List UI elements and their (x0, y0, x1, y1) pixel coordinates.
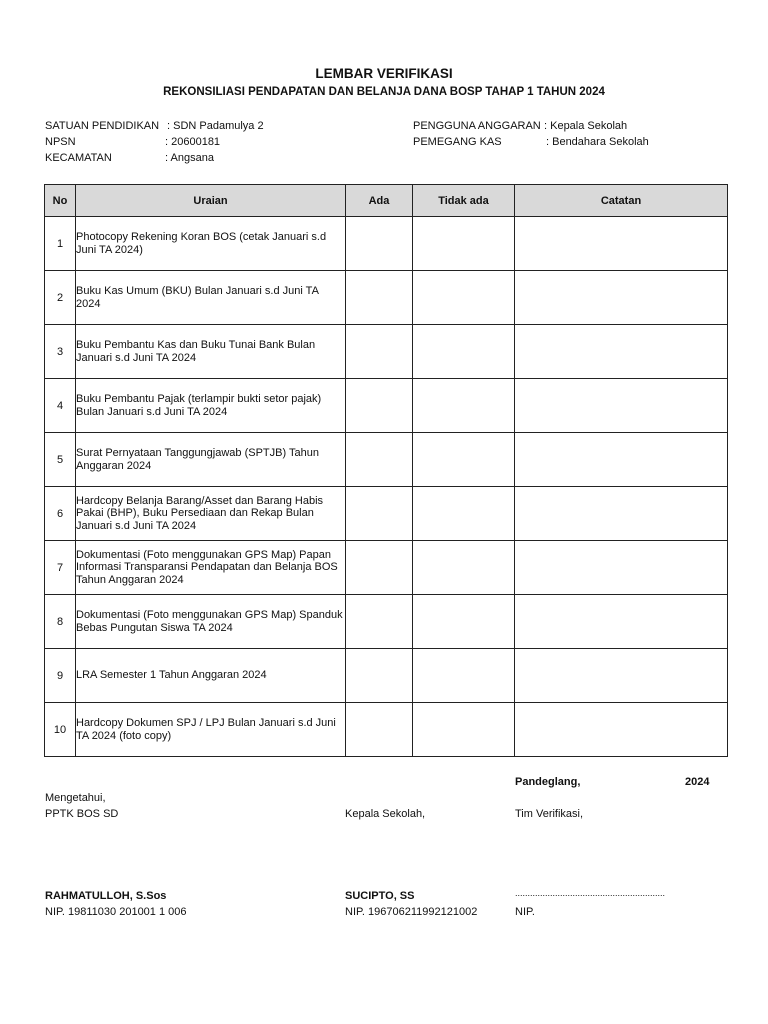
pengguna-value: : Kepala Sekolah (544, 120, 628, 132)
row-ada-cell[interactable] (346, 595, 413, 649)
row-ada-cell[interactable] (346, 649, 413, 703)
row-catatan-cell[interactable] (515, 487, 728, 541)
table-row (45, 541, 728, 595)
header-no: No (45, 185, 76, 217)
year-label: 2024 (685, 776, 710, 788)
table-row (45, 325, 728, 379)
satuan-label: SATUAN PENDIDIKAN (45, 120, 160, 132)
row-catatan-cell[interactable] (515, 541, 728, 595)
row-no: 6 (45, 487, 76, 541)
row-uraian: Photocopy Rekening Koran BOS (cetak Januari s.d Juni TA 2024) (76, 217, 346, 271)
row-no: 2 (45, 271, 76, 325)
row-no: 9 (45, 649, 76, 703)
table-header-row (45, 185, 728, 217)
row-tidak-ada-cell[interactable] (413, 217, 515, 271)
kepsek-role: Kepala Sekolah, (345, 808, 426, 820)
row-ada-cell[interactable] (346, 541, 413, 595)
table-row (45, 379, 728, 433)
row-catatan-cell[interactable] (515, 595, 728, 649)
row-ada-cell[interactable] (346, 487, 413, 541)
row-uraian: Hardcopy Belanja Barang/Asset dan Barang Habis Pakai (BHP), Buku Persediaan dan Rekap Bulan Januari s.d Juni TA 2024 (76, 487, 346, 541)
row-uraian: Buku Pembantu Pajak (terlampir bukti setor pajak) Bulan Januari s.d Juni TA 2024 (76, 379, 346, 433)
row-no: 7 (45, 541, 76, 595)
table-row (45, 487, 728, 541)
row-no: 10 (45, 703, 76, 757)
pptk-role: PPTK BOS SD (45, 808, 119, 820)
row-tidak-ada-cell[interactable] (413, 541, 515, 595)
pptk-nip: NIP. 19811030 201001 1 006 (45, 906, 187, 918)
row-ada-cell[interactable] (346, 433, 413, 487)
row-tidak-ada-cell[interactable] (413, 379, 515, 433)
row-ada-cell[interactable] (346, 271, 413, 325)
row-tidak-ada-cell[interactable] (413, 703, 515, 757)
row-no: 5 (45, 433, 76, 487)
row-ada-cell[interactable] (346, 379, 413, 433)
row-catatan-cell[interactable] (515, 433, 728, 487)
row-catatan-cell[interactable] (515, 217, 728, 271)
table-row (45, 217, 728, 271)
header-ada: Ada (346, 185, 413, 217)
row-uraian: Buku Pembantu Kas dan Buku Tunai Bank Bulan Januari s.d Juni TA 2024 (76, 325, 346, 379)
kepsek-name: SUCIPTO, SS (345, 890, 415, 902)
row-tidak-ada-cell[interactable] (413, 433, 515, 487)
row-no: 8 (45, 595, 76, 649)
row-ada-cell[interactable] (346, 703, 413, 757)
row-tidak-ada-cell[interactable] (413, 649, 515, 703)
row-tidak-ada-cell[interactable] (413, 595, 515, 649)
row-uraian: Surat Pernyataan Tanggungjawab (SPTJB) Tahun Anggaran 2024 (76, 433, 346, 487)
pemegang-value: : Bendahara Sekolah (546, 136, 649, 148)
document-title: LEMBAR VERIFIKASI (315, 66, 453, 81)
npsn-value: : 20600181 (165, 136, 221, 148)
pptk-name: RAHMATULLOH, S.Sos (45, 890, 167, 902)
header-tidak-ada: Tidak ada (413, 185, 515, 217)
row-tidak-ada-cell[interactable] (413, 487, 515, 541)
kecamatan-label: KECAMATAN (45, 152, 112, 164)
mengetahui-label: Mengetahui, (45, 792, 106, 804)
header-uraian: Uraian (76, 185, 346, 217)
table-row (45, 433, 728, 487)
row-uraian: Dokumentasi (Foto menggunakan GPS Map) Spanduk Bebas Pungutan Siswa TA 2024 (76, 595, 346, 649)
row-tidak-ada-cell[interactable] (413, 325, 515, 379)
tim-nip: NIP. (515, 906, 535, 918)
row-catatan-cell[interactable] (515, 379, 728, 433)
row-ada-cell[interactable] (346, 217, 413, 271)
row-no: 3 (45, 325, 76, 379)
table-row (45, 595, 728, 649)
row-tidak-ada-cell[interactable] (413, 271, 515, 325)
header-catatan: Catatan (515, 185, 728, 217)
row-catatan-cell[interactable] (515, 271, 728, 325)
table-row (45, 649, 728, 703)
row-uraian: Dokumentasi (Foto menggunakan GPS Map) Papan Informasi Transparansi Pendapatan dan Belanja BOS Tahun Anggaran 2024 (76, 541, 346, 595)
row-catatan-cell[interactable] (515, 325, 728, 379)
document-subtitle: REKONSILIASI PENDAPATAN DAN BELANJA DANA BOSP TAHAP 1 TAHUN 2024 (163, 86, 605, 98)
kecamatan-value: : Angsana (165, 152, 214, 164)
row-no: 1 (45, 217, 76, 271)
row-catatan-cell[interactable] (515, 649, 728, 703)
verification-table (44, 184, 728, 757)
row-catatan-cell[interactable] (515, 703, 728, 757)
row-uraian: Hardcopy Dokumen SPJ / LPJ Bulan Januari s.d Juni TA 2024 (foto copy) (76, 703, 346, 757)
row-uraian: Buku Kas Umum (BKU) Bulan Januari s.d Juni TA 2024 (76, 271, 346, 325)
satuan-value: : SDN Padamulya 2 (167, 120, 264, 132)
kepsek-nip: NIP. 196706211992121002 (345, 906, 478, 918)
npsn-label: NPSN (45, 136, 76, 148)
tim-role: Tim Verifikasi, (515, 808, 584, 820)
table-row (45, 271, 728, 325)
row-ada-cell[interactable] (346, 325, 413, 379)
tim-name-dots: ............................................................ (515, 888, 666, 898)
row-uraian: LRA Semester 1 Tahun Anggaran 2024 (76, 649, 346, 703)
row-no: 4 (45, 379, 76, 433)
pemegang-label: PEMEGANG KAS (413, 136, 502, 148)
table-row (45, 703, 728, 757)
place-label: Pandeglang, (515, 776, 581, 788)
pengguna-label: PENGGUNA ANGGARAN (413, 120, 541, 132)
